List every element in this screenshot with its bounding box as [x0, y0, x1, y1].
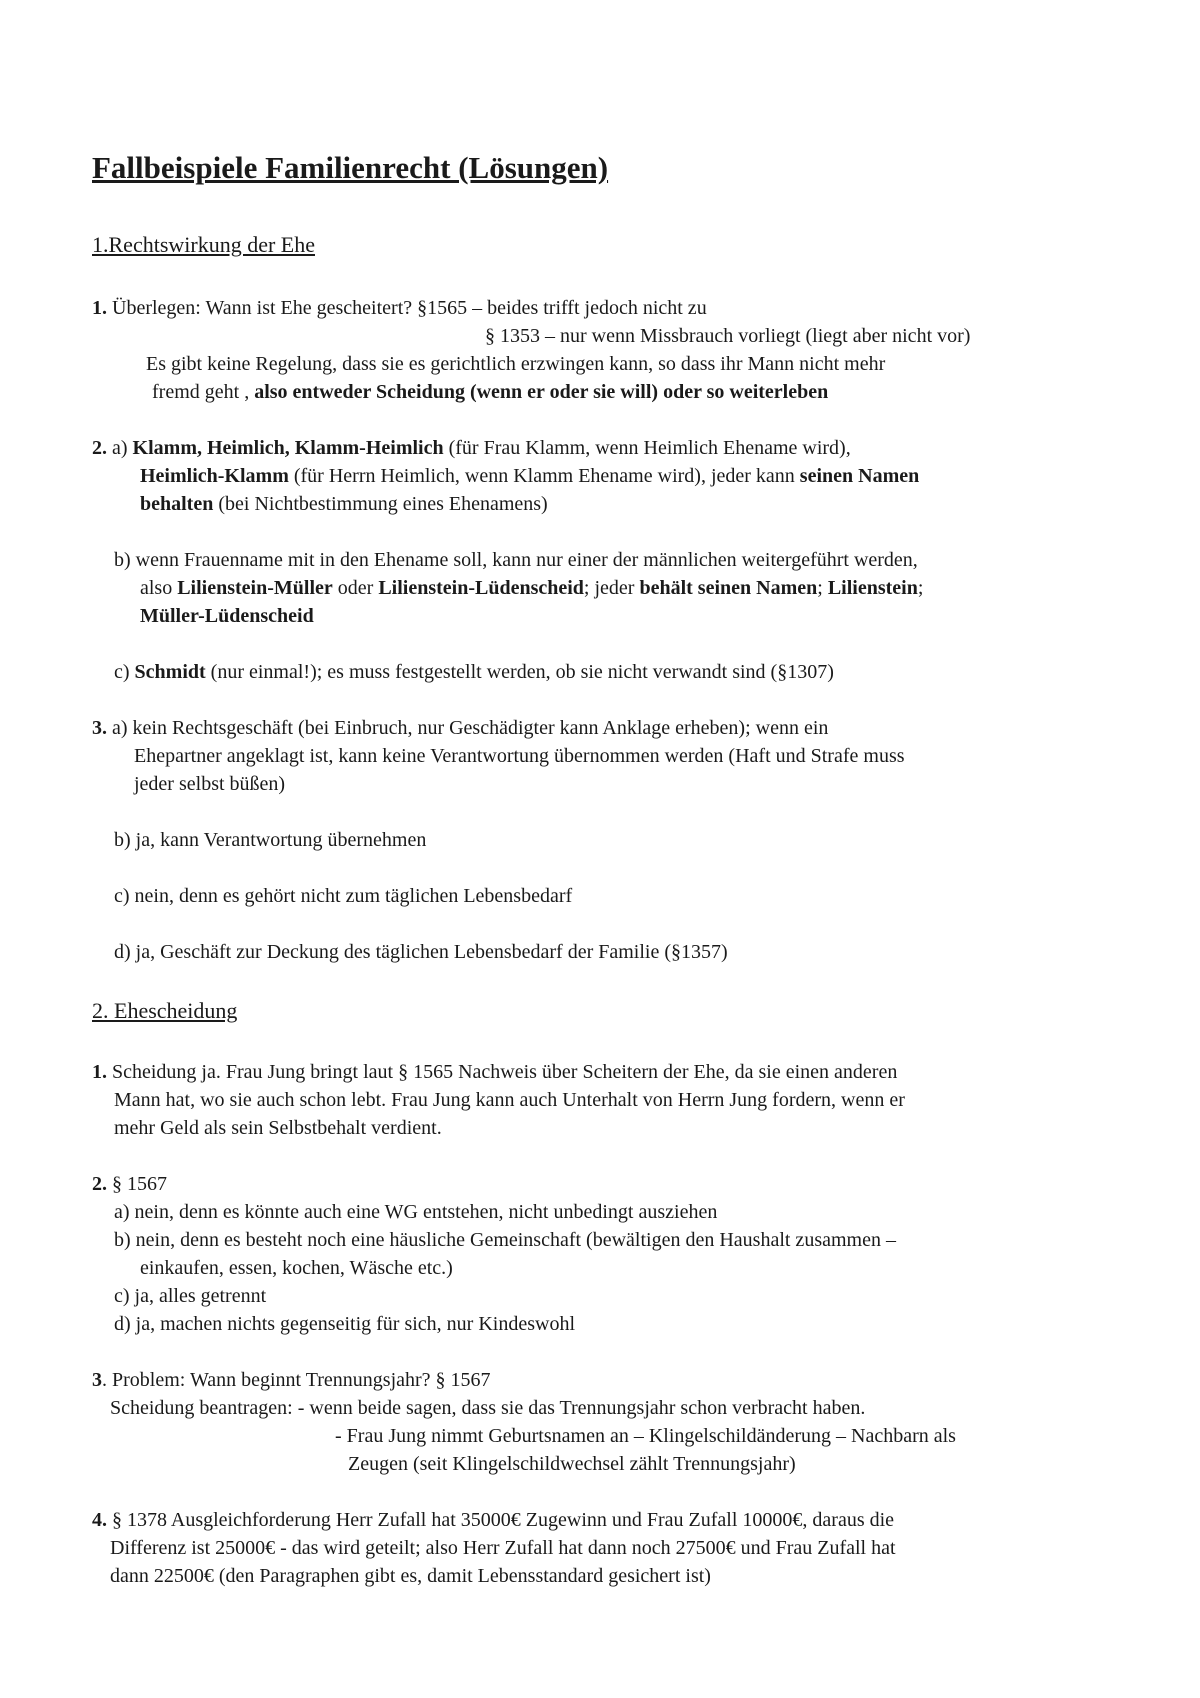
s1-q2-a-label: a) — [112, 437, 133, 459]
s2-q3-number: 3 — [92, 1369, 102, 1391]
s1-q2-c-text: (nur einmal!); es muss festgestellt werden, ob sie nicht verwandt sind (§1307) — [205, 661, 834, 683]
s1-q3-b-line: b) ja, kann Verantwortung übernehmen — [114, 829, 427, 851]
s2-q2-a-line: a) nein, denn es könnte auch eine WG entstehen, nicht unbedingt ausziehen — [114, 1201, 718, 1223]
s2-q2-b-line2: einkaufen, essen, kochen, Wäsche etc.) — [140, 1257, 453, 1279]
section-heading-ehescheidung: 2. Ehescheidung — [92, 998, 238, 1023]
s1-q1-line3: Es gibt keine Regelung, dass sie es gerichtlich erzwingen kann, so dass ihr Mann nicht mehr — [146, 353, 886, 375]
s1-q3-d-line: d) ja, Geschäft zur Deckung des täglichen Lebensbedarf der Familie (§1357) — [114, 941, 728, 963]
s1-q1-number: 1. — [92, 297, 107, 319]
s1-q1-line4 — [152, 378, 828, 406]
s1-q3-number: 3. — [92, 717, 107, 739]
s2-q4-line2: Differenz ist 25000€ - das wird geteilt; also Herr Zufall hat dann noch 27500€ und Frau Zufall hat — [110, 1537, 896, 1559]
s1-q2-c-bold: Schmidt — [134, 661, 206, 683]
s2-q4-line1 — [92, 1506, 894, 1534]
s1-q3-a-line2: Ehepartner angeklagt ist, kann keine Verantwortung übernommen werden (Haft und Strafe muss — [134, 745, 905, 767]
s2-q1-line1 — [92, 1058, 897, 1086]
s1-q2-b-bold2: Lilienstein-Lüdenscheid — [378, 577, 584, 599]
s1-q2-b-text2: oder — [332, 577, 379, 599]
s1-q2-b-bold3: behält seinen Namen — [639, 577, 818, 599]
s1-q2-number: 2. — [92, 437, 107, 459]
s1-q2-b-bold5: Müller-Lüdenscheid — [140, 605, 314, 627]
s2-q4-number: 4. — [92, 1509, 107, 1531]
s2-q3-text0: . Problem: Wann beginnt Trennungsjahr? § 1567 — [102, 1369, 491, 1391]
s1-q2-b-text1: also — [140, 577, 178, 599]
s1-q2-b-line3 — [140, 602, 314, 630]
s1-q2-b-text5: ; — [917, 577, 924, 599]
s1-q2-a-text1: (für Frau Klamm, wenn Heimlich Ehename wird), — [443, 437, 851, 459]
s2-q3-line3: Zeugen (seit Klingelschildwechsel zählt Trennungsjahr) — [348, 1453, 796, 1475]
s1-q3-c-line: c) nein, denn es gehört nicht zum täglichen Lebensbedarf — [114, 885, 573, 907]
s2-q4-text1: § 1378 Ausgleichforderung Herr Zufall hat 35000€ Zugewinn und Frau Zufall 10000€, daraus die — [107, 1509, 895, 1531]
s2-q2-text0: § 1567 — [107, 1173, 167, 1195]
s1-q1-line4-bold: also entweder Scheidung (wenn er oder sie will) oder so weiterleben — [254, 381, 829, 403]
s1-q2-a-bold3: behalten — [140, 493, 214, 515]
s1-q2-a-line2 — [140, 462, 919, 490]
s2-q1-line3: mehr Geld als sein Selbstbehalt verdient. — [114, 1117, 442, 1139]
s1-q1-text1: Überlegen: Wann ist Ehe gescheitert? §1565 – beides trifft jedoch nicht zu — [112, 297, 707, 319]
s2-q2-line0 — [92, 1170, 167, 1198]
s2-q3-line1: Scheidung beantragen: - wenn beide sagen, dass sie das Trennungsjahr schon verbracht haben. — [110, 1397, 866, 1419]
s1-q2-b-bold4: Lilienstein — [827, 577, 918, 599]
s2-q2-b-line1: b) nein, denn es besteht noch eine häusliche Gemeinschaft (bewältigen den Haushalt zusammen – — [114, 1229, 896, 1251]
s2-q2-number: 2. — [92, 1173, 107, 1195]
s1-q1-line4-text: fremd geht , — [152, 381, 255, 403]
s1-q2-b-bold1: Lilienstein-Müller — [177, 577, 333, 599]
s1-q2-a-names2: Heimlich-Klamm — [140, 465, 289, 487]
s1-q2-a-text3: (bei Nichtbestimmung eines Ehenamens) — [213, 493, 548, 515]
s2-q1-number: 1. — [92, 1061, 107, 1083]
s1-q2-b-line2 — [140, 574, 923, 602]
s1-q2-a-line1 — [92, 434, 851, 462]
s2-q1-line2: Mann hat, wo sie auch schon lebt. Frau Jung kann auch Unterhalt von Herrn Jung fordern, wenn er — [114, 1089, 905, 1111]
s2-q1-text1: Scheidung ja. Frau Jung bringt laut § 1565 Nachweis über Scheitern der Ehe, da sie einen anderen — [107, 1061, 898, 1083]
s2-q3-line2: - Frau Jung nimmt Geburtsnamen an – Klingelschildänderung – Nachbarn als — [335, 1425, 956, 1447]
s2-q2-d-line: d) ja, machen nichts gegenseitig für sich, nur Kindeswohl — [114, 1313, 575, 1335]
s1-q2-c-line — [114, 658, 834, 686]
s1-q2-b-text4: ; — [817, 577, 828, 599]
s1-q2-b-line1: b) wenn Frauenname mit in den Ehename soll, kann nur einer der männlichen weitergeführt werden, — [114, 549, 918, 571]
s2-q3-line0 — [92, 1366, 491, 1394]
s1-q2-b-text3: ; jeder — [583, 577, 640, 599]
s1-q3-a-line1 — [92, 714, 828, 742]
section-heading-rechtswirkung: 1.Rechtswirkung der Ehe — [92, 232, 315, 257]
s1-q1-line2: § 1353 – nur wenn Missbrauch vorliegt (liegt aber nicht vor) — [485, 325, 971, 347]
s1-q2-a-names1: Klamm, Heimlich, Klamm-Heimlich — [132, 437, 444, 459]
s1-q2-a-line3 — [140, 490, 548, 518]
s1-q1-line1 — [92, 294, 707, 322]
s1-q3-a-text1: a) kein Rechtsgeschäft (bei Einbruch, nur Geschädigter kann Anklage erheben); wenn ein — [107, 717, 829, 739]
s1-q2-a-bold2: seinen Namen — [799, 465, 920, 487]
s2-q2-c-line: c) ja, alles getrennt — [114, 1285, 267, 1307]
s1-q2-a-text2: (für Herrn Heimlich, wenn Klamm Ehename wird), jeder kann — [288, 465, 800, 487]
s1-q2-c-label: c) — [114, 661, 135, 683]
s1-q3-a-line3: jeder selbst büßen) — [134, 773, 286, 795]
s2-q4-line3: dann 22500€ (den Paragraphen gibt es, damit Lebensstandard gesichert ist) — [110, 1565, 711, 1587]
page-title: Fallbeispiele Familienrecht (Lösungen) — [92, 150, 609, 185]
